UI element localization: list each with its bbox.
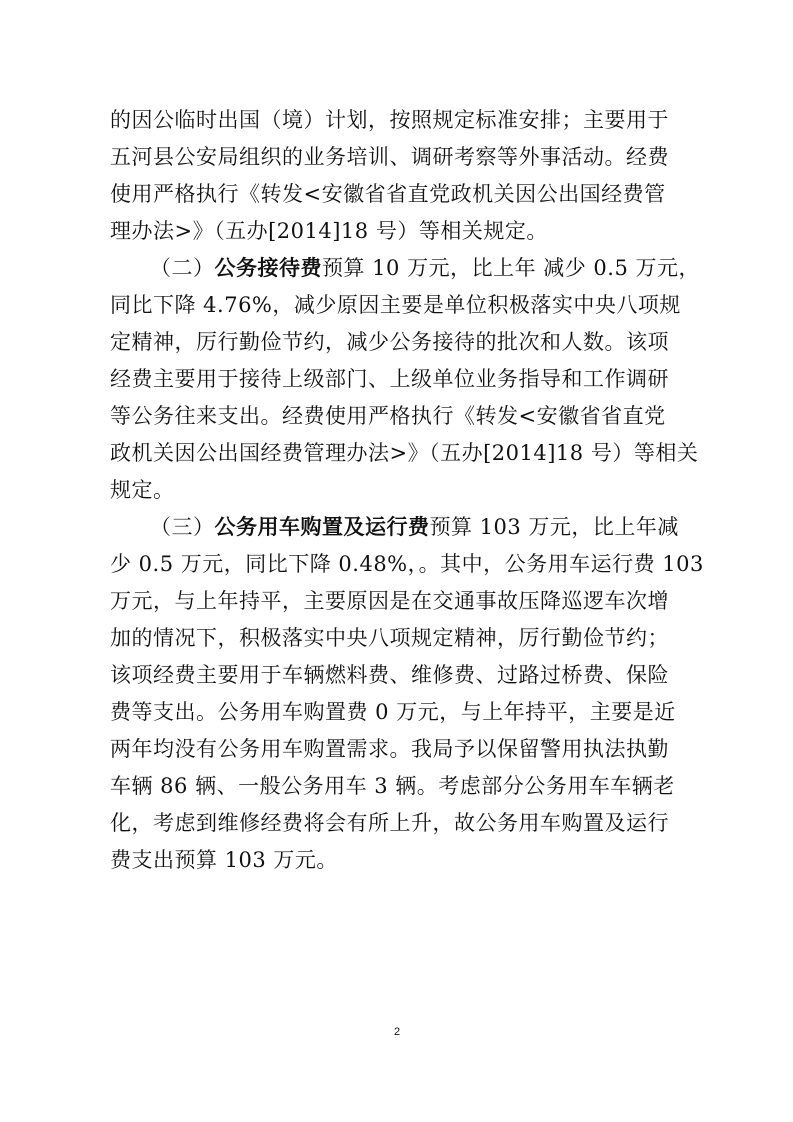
paragraph-3-heading: 公务用车购置及运行费 xyxy=(214,515,430,539)
paragraph-2-first-line-text: 预算 10 万元，比上年 减少 0.5 万元， xyxy=(322,256,700,280)
paragraph-2-line: 规定。 xyxy=(110,478,175,502)
paragraph-3-line: 化，考虑到维修经费将会有所上升，故公务用车购置及运行 xyxy=(110,811,669,835)
paragraph-1-line: 使用严格执行《转发<安徽省省直党政机关因公出国经费管 xyxy=(110,182,666,206)
paragraph-2-line: 经费主要用于接待上级部门、上级单位业务指导和工作调研 xyxy=(110,367,669,391)
paragraph-3-line: 该项经费主要用于车辆燃料费、维修费、过路过桥费、保险 xyxy=(110,663,669,687)
paragraph-2-line: 定精神，厉行勤俭节约，减少公务接待的批次和人数。该项 xyxy=(110,330,669,354)
paragraph-3-line: 费支出预算 103 万元。 xyxy=(110,848,338,872)
paragraph-3-line: 少 0.5 万元，同比下降 0.48%，。其中，公务用车运行费 103 xyxy=(110,552,704,576)
paragraph-3-line: 两年均没有公务用车购置需求。我局予以保留警用执法执勤 xyxy=(110,737,669,761)
paragraph-3-first-line-text: 预算 103 万元，比上年减 xyxy=(429,515,679,539)
paragraph-3-line: 费等支出。公务用车购置费 0 万元，与上年持平，主要是近 xyxy=(110,700,676,724)
paragraph-1-line: 的因公临时出国（境）计划，按照规定标准安排；主要用于 xyxy=(110,108,669,132)
paragraph-2-heading-prefix: （二） xyxy=(150,256,215,280)
paragraph-2-line: 政机关因公出国经费管理办法>》（五办[2014]18 号）等相关 xyxy=(110,441,699,465)
paragraph-2-line: 等公务往来支出。经费使用严格执行《转发<安徽省省直党 xyxy=(110,404,666,428)
paragraph-3-line: 加的情况下，积极落实中央八项规定精神，厉行勤俭节约； xyxy=(110,626,669,650)
paragraph-2-line: 同比下降 4.76%，减少原因主要是单位积极落实中央八项规 xyxy=(110,293,681,317)
paragraph-3-heading-prefix: （三） xyxy=(150,515,215,539)
paragraph-3-line: 车辆 86 辆、一般公务用车 3 辆。考虑部分公务用车车辆老 xyxy=(110,774,675,798)
page-number: 2 xyxy=(393,1026,401,1038)
paragraph-1-line: 理办法>》（五办[2014]18 号）等相关规定。 xyxy=(110,219,548,243)
paragraph-3-line: 万元，与上年持平，主要原因是在交通事故压降巡逻车次增 xyxy=(110,589,669,613)
paragraph-2-first-line xyxy=(150,254,700,282)
paragraph-1-line: 五河县公安局组织的业务培训、调研考察等外事活动。经费 xyxy=(110,145,669,169)
paragraph-2-heading: 公务接待费 xyxy=(214,256,322,280)
paragraph-3-first-line xyxy=(150,513,690,541)
